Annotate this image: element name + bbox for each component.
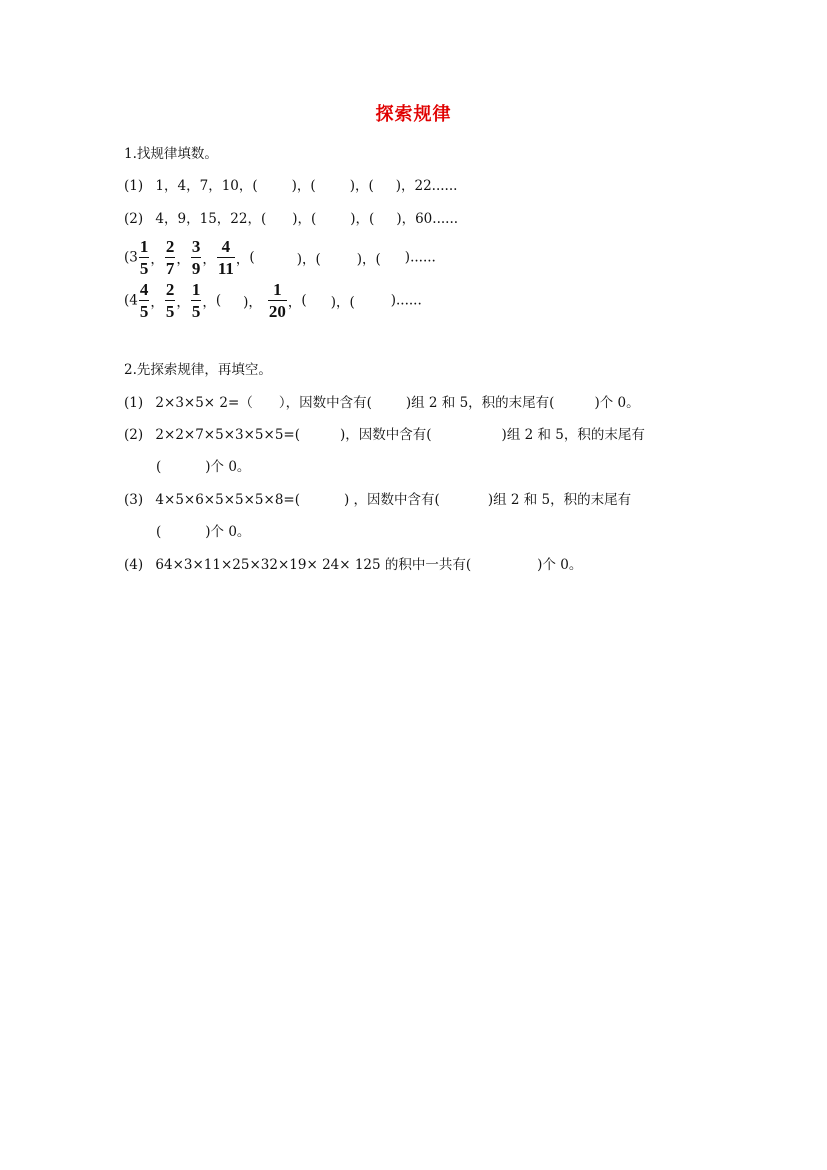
fraction-bar	[191, 257, 202, 258]
question-text: (	[249, 249, 255, 266]
question-text: )，(	[349, 178, 374, 194]
question-text: ) ，因数中含有(	[344, 492, 440, 508]
fraction-bar	[139, 257, 150, 258]
fraction-bar	[139, 300, 150, 301]
question-text: )组 2 和 5，积的末尾有	[501, 427, 645, 443]
s2-question-4	[124, 559, 582, 573]
question-text: )，	[243, 294, 262, 311]
question-text: (	[215, 292, 222, 309]
question-text: )个 0。	[205, 524, 251, 540]
page-title: 探索规律	[375, 104, 452, 125]
question-text: )，因数中含有(	[340, 427, 432, 443]
question-text: 4×5×6×5×5×5×8=(	[155, 492, 300, 508]
fraction-bar	[217, 257, 235, 258]
section1-heading: 1.找规律填数。	[124, 146, 218, 162]
separator: ，	[235, 251, 250, 268]
denominator: 5	[139, 259, 149, 278]
fraction	[139, 281, 150, 320]
question-label: (4	[124, 292, 138, 309]
s2-question-3	[124, 494, 631, 508]
separator: ，	[150, 251, 164, 268]
numerator: 1	[191, 280, 201, 299]
s1-question-3	[124, 238, 436, 277]
question-text: 4，9，15，22，(	[155, 211, 267, 227]
question-text: (	[301, 292, 307, 309]
s2-question-3-continued	[156, 526, 250, 540]
question-text: )，(	[350, 211, 375, 227]
question-text: )组 2 和 5，积的末尾有(	[405, 395, 555, 411]
question-text: )个 0。	[594, 395, 640, 411]
numerator: 1	[273, 280, 282, 299]
fraction-bar	[191, 300, 202, 301]
denominator: 5	[139, 302, 149, 321]
separator: ，	[202, 294, 216, 311]
question-label: (2)	[124, 211, 144, 227]
separator: ，	[176, 251, 190, 268]
question-text: )个 0。	[205, 459, 251, 475]
fraction-bar	[165, 300, 176, 301]
numerator: 2	[165, 237, 175, 256]
question-label: (1)	[124, 178, 144, 194]
denominator: 7	[165, 259, 175, 278]
question-label: (2)	[124, 427, 144, 443]
question-text: )，22......	[395, 178, 458, 194]
question-text: )......	[404, 249, 436, 266]
question-text: )，(	[356, 251, 381, 268]
fraction-bar	[268, 300, 287, 301]
s2-question-1	[124, 397, 640, 411]
denominator: 5	[191, 302, 201, 321]
numerator: 3	[191, 237, 201, 256]
question-label: (3	[124, 249, 138, 266]
section2-heading: 2.先探索规律，再填空。	[124, 362, 272, 378]
numerator: 2	[165, 280, 175, 299]
question-text: 64×3×11×25×32×19× 24× 125 的积中一共有(	[155, 557, 472, 573]
numerator: 1	[139, 237, 149, 256]
numerator: 4	[139, 280, 149, 299]
separator: ，	[287, 294, 302, 311]
fraction	[217, 238, 235, 277]
denominator: 11	[217, 259, 234, 278]
question-text: )......	[390, 292, 422, 309]
s2-question-2-continued	[156, 461, 250, 475]
separator: ，	[176, 294, 190, 311]
denominator: 9	[191, 259, 201, 278]
question-text: )，60......	[396, 211, 459, 227]
question-text: ），因数中含有(	[278, 395, 372, 411]
question-text: )组 2 和 5，积的末尾有	[487, 492, 632, 508]
fraction	[268, 281, 287, 320]
fraction-bar	[165, 257, 176, 258]
fraction	[165, 281, 176, 320]
s1-question-2	[124, 213, 458, 227]
fraction	[191, 238, 202, 277]
question-text: (	[156, 459, 162, 475]
question-text: )个 0。	[537, 557, 583, 573]
denominator: 20	[268, 302, 286, 321]
question-text: (	[156, 524, 162, 540]
question-label: (3)	[124, 492, 144, 508]
question-text: 1，4，7，10，(	[155, 178, 258, 194]
question-text: )，(	[296, 251, 321, 268]
s1-question-1	[124, 180, 457, 194]
question-label: (1)	[124, 395, 144, 411]
separator: ，	[202, 251, 216, 268]
question-text: 2×3×5× 2=（	[155, 395, 253, 411]
s1-question-4	[124, 281, 422, 320]
s2-question-2	[124, 429, 645, 443]
fraction	[165, 238, 176, 277]
separator: ，	[150, 294, 164, 311]
question-text: )，(	[292, 211, 317, 227]
numerator: 4	[221, 237, 231, 256]
question-label: (4)	[124, 557, 144, 573]
question-text: 2×2×7×5×3×5×5=(	[155, 427, 300, 443]
fraction	[191, 281, 202, 320]
denominator: 5	[165, 302, 175, 321]
question-text: )，(	[291, 178, 316, 194]
question-text: )，(	[330, 294, 355, 311]
fraction	[139, 238, 150, 277]
